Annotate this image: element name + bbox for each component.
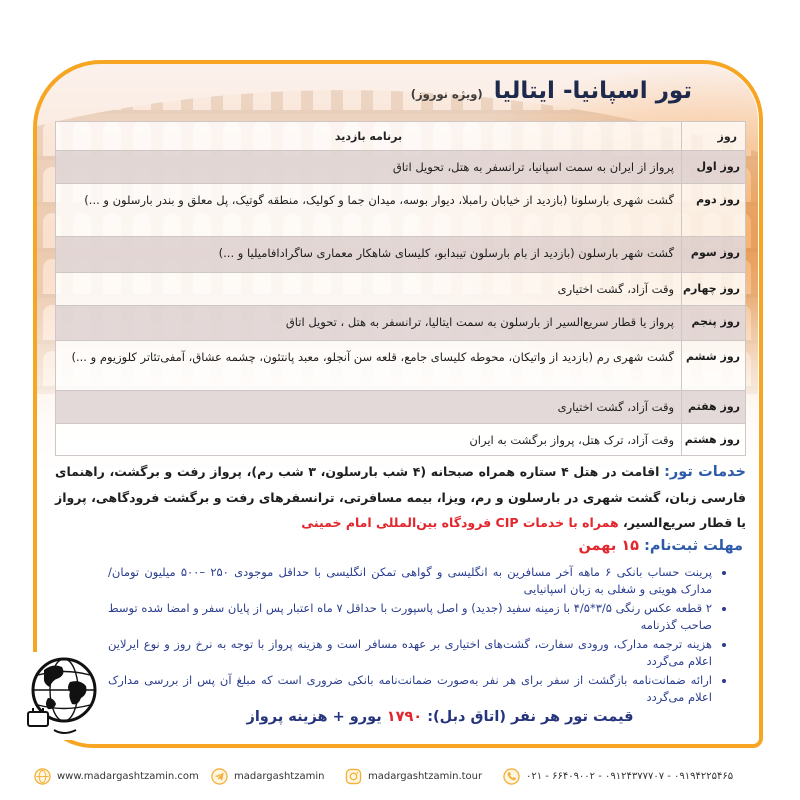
requirement-item: • ارائه ضمانت‌نامه بازگشت از سفر برای هر نفر به‌صورت ضمانت‌نامه بانکی ضروری است که مبلغ آن پس از بررسی مدارک اعلام می‌گردد [108, 672, 712, 706]
services-text: اقامت در هتل ۴ ستاره همراه صبحانه (۴ شب بارسلون، ۳ شب رم)، پرواز رفت و برگشت، راهنمای فارسی زبان، گشت شهری در بارسلون و رم، ویزا، بیمه مسافرتی، ترانسفرهای رفت و برگشت فرودگاهی، پرواز یا قطار سریع‌السیر، [55, 464, 746, 530]
day-cell: روز دوم [682, 184, 746, 237]
services-highlight: همراه با خدمات CIP فرودگاه بین‌المللی امام خمینی [301, 515, 619, 530]
program-cell: گشت شهری رم (بازدید از واتیکان، محوطه کلیسای جامع، قلعه سن آنجلو، معبد پانتئون، چشمه عشاق، آمفی‌تئاتر کلوزیوم و ...) [56, 341, 682, 391]
footer-website [34, 767, 199, 785]
requirements-list [108, 564, 730, 708]
website-text: www.madargashtzamin.com [57, 770, 199, 782]
requirement-item: • هزینه ترجمه مدارک، ورودی سفارت، گشت‌های اختیاری بر عهده مسافر است و هزینه پرواز با توجه به نرخ روز و نوع ایرلاین اعلام می‌گردد [108, 636, 712, 670]
telegram-text: madargashtzamin [234, 770, 325, 782]
requirement-item: • پرینت حساب بانکی ۶ ماهه آخر مسافرین به انگلیسی و گواهی تمکن انگلیسی با حداقل موجودی ۲۵۰ –۵۰۰ میلیون تومان/ مدارک هویتی و شغلی به زبان اسپانیایی [108, 564, 712, 598]
day-cell: روز پنجم [682, 306, 746, 341]
price-label: قیمت تور هر نفر (اتاق دبل): [427, 709, 634, 725]
day-cell: روز ششم [682, 341, 746, 391]
table-row [56, 424, 746, 456]
deadline-label: مهلت ثبت‌نام: [644, 538, 743, 554]
price-unit: یورو + هزینه پرواز [246, 709, 382, 725]
program-cell: پرواز از ایران به سمت اسپانیا، ترانسفر به هتل، تحویل اتاق [56, 151, 682, 184]
table-row [56, 237, 746, 273]
requirement-item: • ۲ قطعه عکس رنگی ۳/۵*۴/۵ با زمینه سفید (جدید) و اصل پاسپورت با حداقل ۷ ماه اعتبار پس از پایان سفر و امضا شده توسط صاحب گذرنامه [108, 600, 712, 634]
table-header-program: برنامه بازدید [56, 122, 682, 151]
page-title: تور اسپانیا- ایتالیا [493, 78, 692, 104]
program-cell: وقت آزاد، گشت اختیاری [56, 391, 682, 424]
day-cell: روز سوم [682, 237, 746, 273]
table-row [56, 306, 746, 341]
phone-icon [503, 768, 520, 785]
globe-icon [34, 768, 51, 785]
footer-instagram [345, 767, 482, 785]
table-row [56, 273, 746, 306]
table-row [56, 151, 746, 184]
table-row [56, 391, 746, 424]
company-logo [24, 652, 100, 740]
deadline-date: ۱۵ بهمن [578, 538, 640, 554]
instagram-icon [345, 768, 362, 785]
services-block [55, 459, 746, 535]
price-block [120, 709, 760, 725]
page-subtitle: (ویژه نوروز) [410, 87, 483, 101]
instagram-text: madargashtzamin.tour [368, 770, 483, 782]
day-cell: روز چهارم [682, 273, 746, 306]
registration-deadline [578, 538, 743, 554]
program-cell: گشت شهری بارسلونا (بازدید از خیابان رامبلا، دیوار بوسه، میدان جما و کولیک، منطقه گوتیک، پل معلق و بندر بارسلون و ...) [56, 184, 682, 237]
day-cell: روز هشتم [682, 424, 746, 456]
program-cell: پرواز یا قطار سریع‌السیر از بارسلون به سمت ایتالیا، ترانسفر به هتل ، تحویل اتاق [56, 306, 682, 341]
footer-telegram [211, 767, 324, 785]
table-row [56, 341, 746, 391]
services-label: خدمات تور: [664, 464, 746, 480]
telegram-icon [211, 768, 228, 785]
day-cell: روز هفتم [682, 391, 746, 424]
program-cell: وقت آزاد، ترک هتل، پرواز برگشت به ایران [56, 424, 682, 456]
price-amount: ۱۷۹۰ [386, 709, 423, 725]
program-cell: گشت شهر بارسلون (بازدید از بام بارسلون تیبدابو، کلیسای شاهکار معماری ساگرادافامیلیا و ...) [56, 237, 682, 273]
itinerary-table [55, 121, 746, 456]
title-block [411, 78, 692, 104]
globe-logo-icon [24, 652, 100, 740]
table-row [56, 184, 746, 237]
footer-phone [503, 767, 733, 785]
phone-numbers: ۰۲۱ - ۶۶۴۰۹۰۰۲ - ۰۹۱۲۴۳۷۷۷۰۷ - ۰۹۱۹۴۲۲۵۴۶۵ [526, 770, 734, 782]
day-cell: روز اول [682, 151, 746, 184]
program-cell: وقت آزاد، گشت اختیاری [56, 273, 682, 306]
table-header-day: روز [682, 122, 746, 151]
table-header-row [56, 122, 746, 151]
